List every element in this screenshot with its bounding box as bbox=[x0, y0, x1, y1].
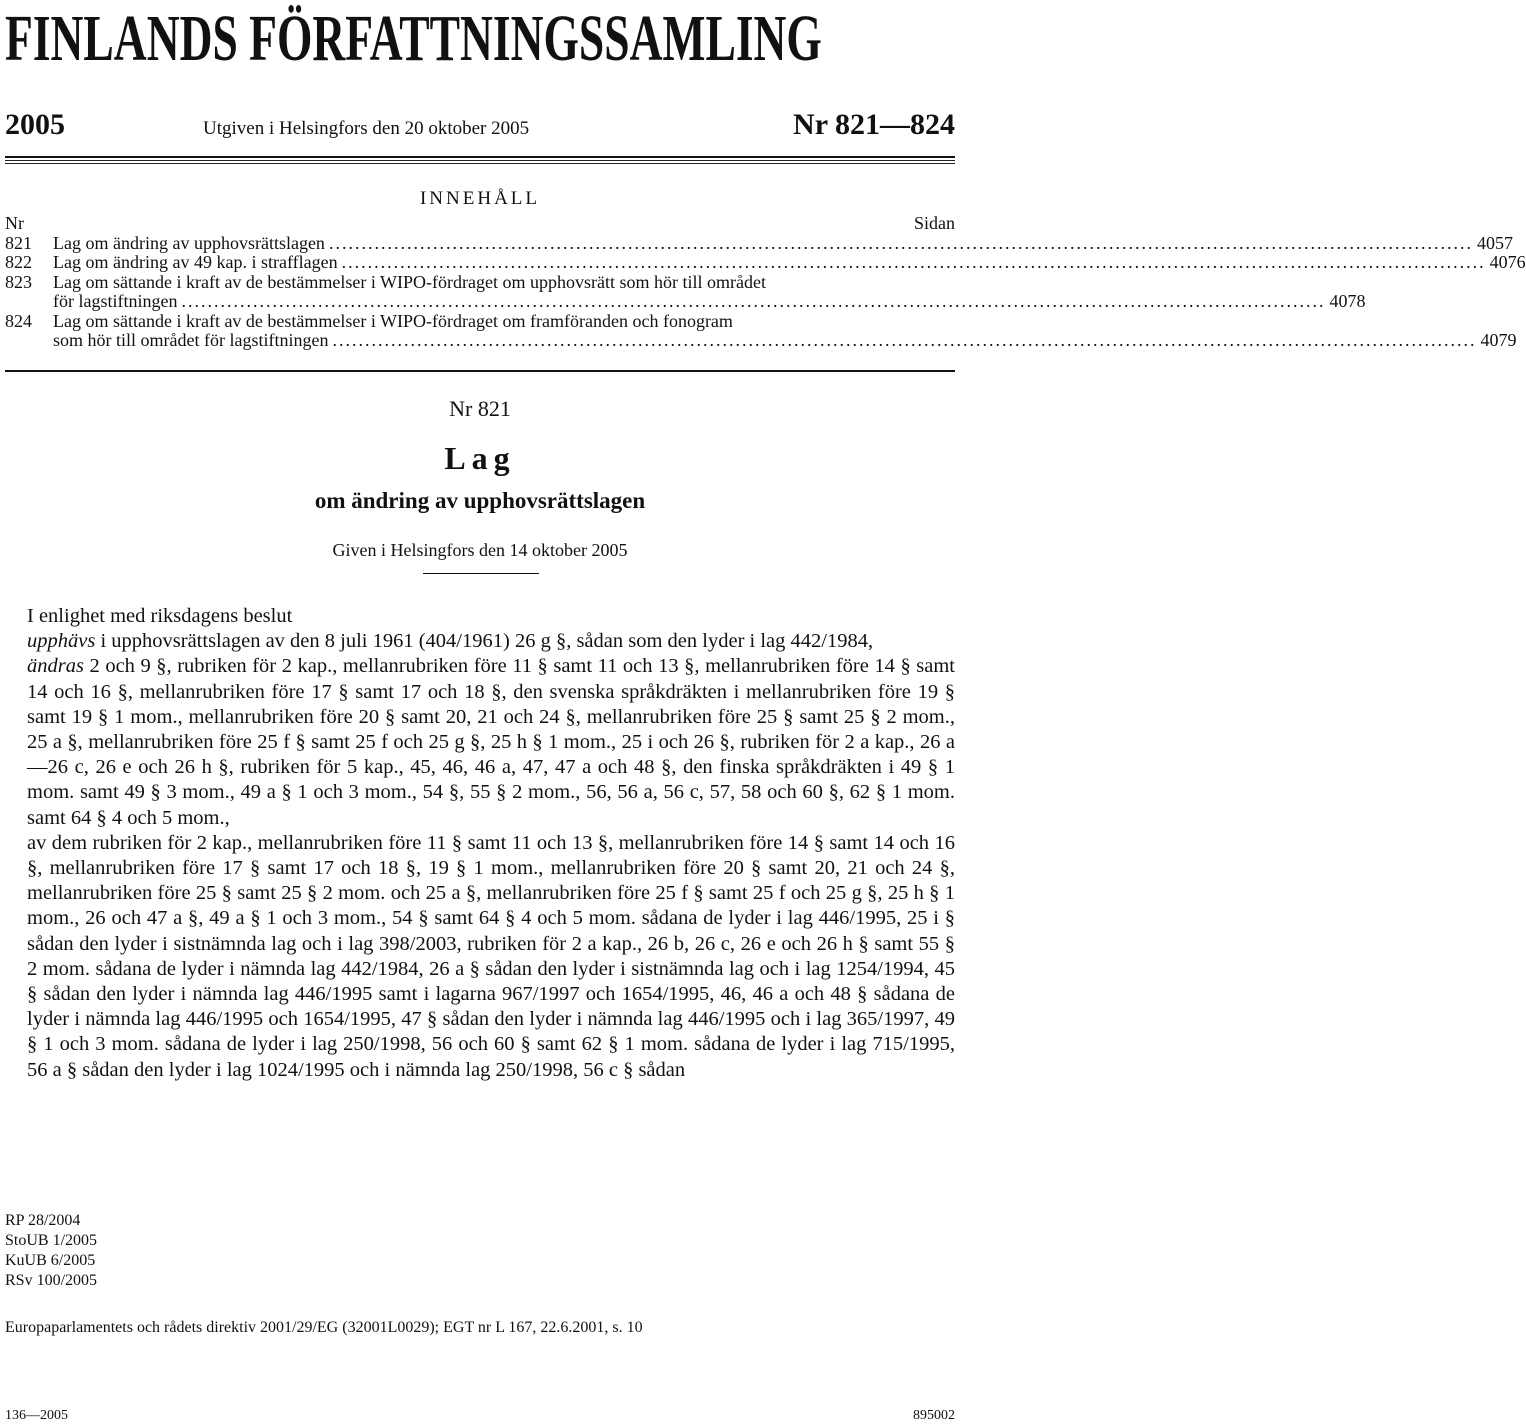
toc-col-nr: Nr bbox=[5, 213, 24, 233]
toc-bottom-rule bbox=[5, 370, 955, 372]
table-of-contents bbox=[5, 213, 1526, 351]
issue-numbers: Nr 821—824 bbox=[793, 108, 955, 141]
footer-right-code: 895002 bbox=[913, 1408, 955, 1423]
body-text-amend: 2 och 9 §, rubriken för 2 kap., mellanrubriken före 11 § samt 11 och 13 §, mellanrubriken före 14 § samt 14 och 16 §, mellanrubriken före 17 § samt 17 och 18 §, den svenska språkdräkten i mellanrubriken före 19 § samt 19 § 1 mom., mellanrubriken före 20 § samt 20, 21 och 24 §, mellanrubriken före 25 § samt 25 § 2 mom., 25 a §, mellanrubriken före 25 f § samt 25 f och 25 g §, 25 h § 1 mom., 25 i och 26 §, rubriken för 2 a kap., 26 a—26 c, 26 e och 26 h §, rubriken för 5 kap., 45, 46, 46 a, 47, 47 a och 48 §, den finska språkdräkten i 49 § 1 mom. samt 49 § 3 mom., 49 a § 1 och 3 mom., 54 §, 55 § 2 mom., 56, 56 a, 56 c, 57, 58 och 60 §, 62 § 1 mom. samt 64 § 4 och 5 mom., bbox=[27, 655, 955, 829]
act-given-date: Given i Helsingfors den 14 oktober 2005 bbox=[332, 540, 628, 560]
reference-item: RP 28/2004 bbox=[5, 1212, 81, 1229]
body-keyword-amend: ändras bbox=[27, 655, 84, 678]
toc-item-page: 4079 bbox=[1480, 330, 1517, 350]
footer-left-code: 136—2005 bbox=[5, 1408, 68, 1423]
toc-item-page: 4057 bbox=[1476, 232, 1513, 253]
toc-item-title: Lag om sättande i kraft av de bestämmelser i WIPO-fördraget om upphovsrätt som hör till området bbox=[53, 271, 766, 292]
toc-item-page: 4078 bbox=[1329, 291, 1366, 311]
toc-item-number: 821 bbox=[5, 232, 32, 253]
toc-item-title-cont: för lagstiftningen bbox=[53, 291, 178, 311]
act-title: Lag bbox=[444, 440, 516, 476]
toc-title: INNEHÅLL bbox=[419, 188, 541, 209]
header-rule-divider bbox=[5, 160, 955, 161]
toc-leader-dots bbox=[181, 292, 1325, 312]
masthead-title: FINLANDS FÖRFATTNINGSSAMLING bbox=[5, 2, 822, 75]
toc-item bbox=[5, 252, 1526, 273]
header-rule-divider bbox=[5, 163, 955, 164]
toc-item-number: 824 bbox=[5, 310, 32, 331]
toc-item bbox=[5, 232, 1513, 254]
toc-leader-dots bbox=[329, 234, 1473, 254]
toc-item-title-cont: som hör till området för lagstiftningen bbox=[53, 330, 329, 350]
toc-item-page: 4076 bbox=[1489, 252, 1526, 272]
toc-leader-dots bbox=[342, 253, 1486, 273]
toc-leader-dots bbox=[332, 331, 1476, 351]
body-keyword-repeal: upphävs bbox=[27, 630, 96, 653]
body-text-repeal: i upphovsrättslagen av den 8 juli 1961 (404/1961) 26 g §, sådan som den lyder i lag 442/1984, bbox=[95, 630, 874, 653]
reference-item: StoUB 1/2005 bbox=[5, 1232, 98, 1249]
body-intro: I enlighet med riksdagens beslut bbox=[27, 605, 293, 627]
toc-item bbox=[5, 271, 1366, 312]
issue-year: 2005 bbox=[5, 108, 65, 141]
toc-item bbox=[5, 310, 1517, 351]
act-number: Nr 821 bbox=[449, 396, 511, 421]
toc-item-title: Lag om ändring av 49 kap. i strafflagen bbox=[53, 252, 338, 272]
toc-header bbox=[5, 214, 955, 234]
act-separator-rule bbox=[423, 573, 539, 574]
act-subtitle: om ändring av upphovsrättslagen bbox=[314, 488, 646, 513]
header-rule-divider bbox=[5, 156, 955, 158]
reference-item: RSv 100/2005 bbox=[5, 1272, 98, 1289]
toc-item-title: Lag om ändring av upphovsrättslagen bbox=[53, 232, 325, 253]
body-paragraph-repeal bbox=[5, 629, 955, 654]
eu-directive-note: Europaparlamentets och rådets direktiv 2001/29/EG (32001L0029); EGT nr L 167, 22.6.2001, s. 10 bbox=[5, 1319, 643, 1336]
toc-col-page: Sidan bbox=[913, 213, 955, 233]
body-paragraph-amend bbox=[5, 654, 955, 830]
toc-item-number: 822 bbox=[5, 252, 32, 272]
header-rules bbox=[5, 156, 955, 166]
legislative-references bbox=[5, 1211, 97, 1291]
reference-item: KuUB 6/2005 bbox=[5, 1252, 96, 1269]
body-paragraph-history: av dem rubriken för 2 kap., mellanrubriken före 11 § samt 11 och 13 §, mellanrubriken före 14 § samt 14 och 16 §, mellanrubriken före 17 § samt 17 och 18 §, 19 § 1 mom., mellanrubriken före 20 § samt 20, 21 och 24 §, mellanrubriken före 25 § samt 25 § 2 mom. och 25 a §, mellanrubriken före 25 f § samt 25 f och 25 g §, 25 h § 1 mom., 26 och 47 a §, 49 a § 1 och 3 mom., 54 § samt 64 § 4 och 5 mom. sådana de lyder i lag 446/1995, 25 i § sådan den lyder i sistnämnda lag och i lag 398/2003, rubriken för 2 a kap., 26 b, 26 c, 26 e och 26 h § samt 55 § 2 mom. sådana de lyder i nämnda lag 442/1984, 26 a § sådan den lyder i sistnämnda lag och i lag 1254/1994, 45 § sådan den lyder i nämnda lag 446/1995 samt i lagarna 967/1997 och 1654/1995, 46, 46 a och 48 § sådana de lyder i nämnda lag 446/1995 och 1654/1995, 47 § sådan den lyder i nämnda lag 446/1995 och i lag 365/1997, 49 § 1 och 3 mom. sådana de lyder i lag 250/1998, 56 och 60 § samt 62 § 1 mom. sådana de lyder i lag 715/1995, 56 a § sådan den lyder i lag 1024/1995 och i nämnda lag 250/1998, 56 c § sådan bbox=[27, 831, 955, 1081]
issue-row bbox=[5, 108, 955, 148]
toc-item-title: Lag om sättande i kraft av de bestämmelser i WIPO-fördraget om framföranden och fonogram bbox=[53, 310, 733, 331]
issue-date: Utgiven i Helsingfors den 20 oktober 2005 bbox=[203, 118, 530, 139]
toc-item-number: 823 bbox=[5, 271, 32, 292]
act-body bbox=[5, 604, 955, 1083]
